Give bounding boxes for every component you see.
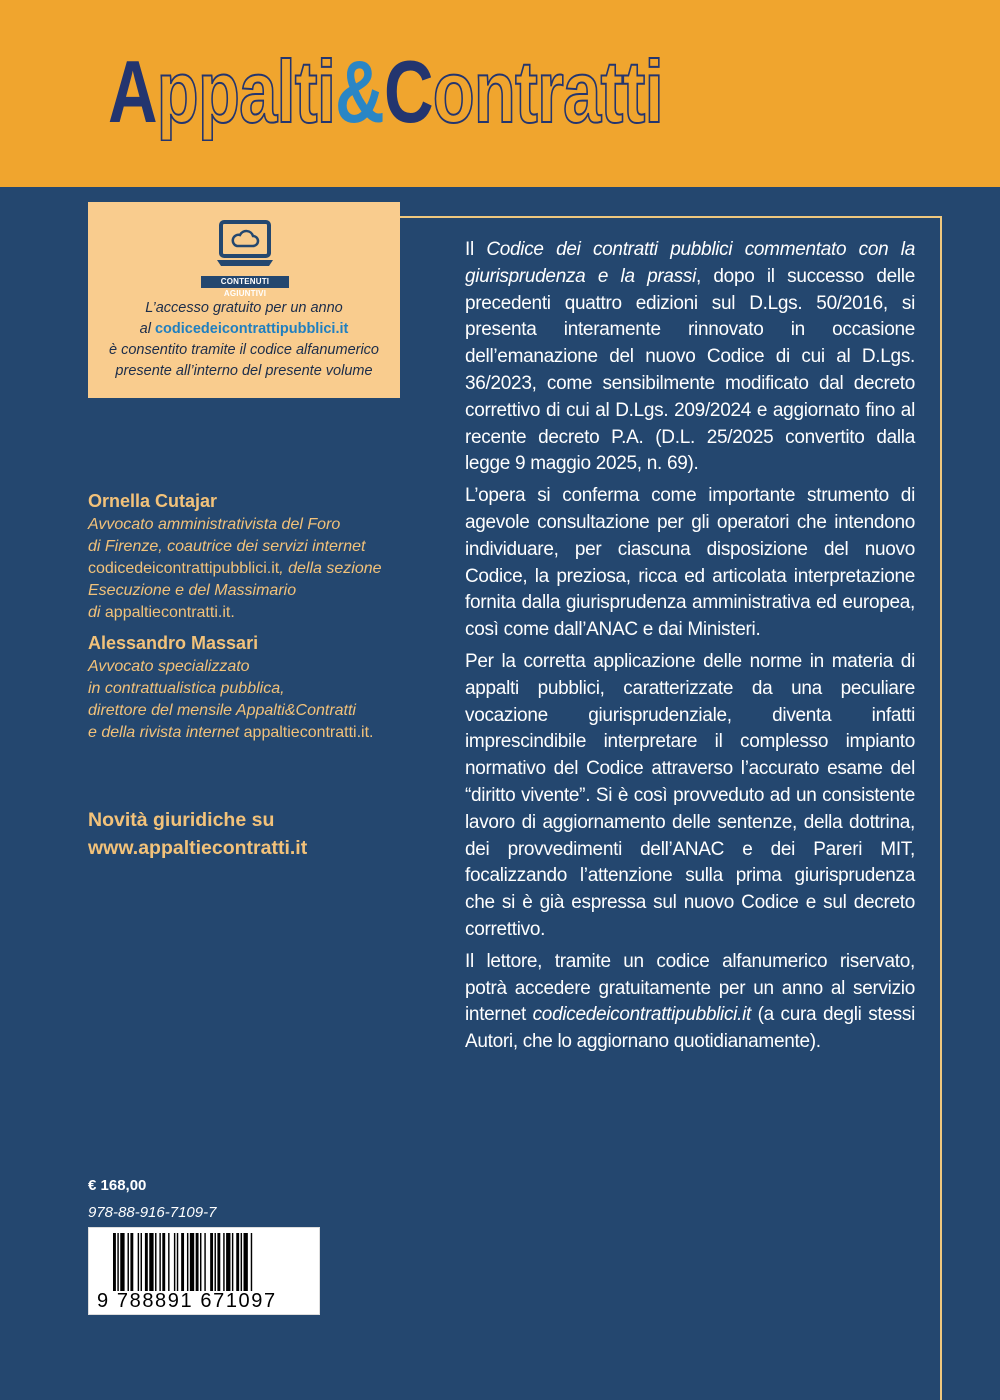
price-label: € 168,00 xyxy=(88,1177,147,1194)
extra-content-badge: CONTENUTI AGIUNTIVI xyxy=(201,276,289,288)
barcode-digits: 9 788891 671097 xyxy=(97,1290,277,1312)
access-description: L’accesso gratuito per un anno al codicedeicontrattipubblici.it è consentito tramite il codice alfanumerico presente all’interno del presente volume xyxy=(109,300,379,379)
laptop-cloud-icon xyxy=(215,220,275,268)
brand-logo: Appalti&Contratti xyxy=(108,42,663,141)
book-description xyxy=(465,237,915,1061)
barcode-bars xyxy=(113,1233,297,1291)
author-bio: Avvocato amministrativista del Foro di Firenze, coautrice dei servizi internet codicedeicontrattipubblici.it, della sezione Esecuzione e del Massimario di appaltiecontratti.it. xyxy=(88,516,382,621)
author-name: Alessandro Massari xyxy=(88,633,259,653)
description-paragraph: Il Codice dei contratti pubblici commentato con la giurisprudenza e la prassi, dopo il successo delle precedenti quattro edizioni sul D.Lgs. 50/2016, si presenta interamente rinnovato in occasione dell’emanazione del nuovo Codice di cui al D.Lgs. 36/2023, come sensibilmente modificato dal decreto correttivo di cui al D.Lgs. 209/2024 e aggiornato fino al recente decreto P.A. (D.L. 25/2025 convertito dalla legge 9 maggio 2025, n. 69). xyxy=(465,239,915,475)
isbn-label: 978-88-916-7109-7 xyxy=(88,1204,217,1221)
header-band xyxy=(0,0,1000,187)
authors-section xyxy=(88,490,408,744)
access-website-link[interactable]: codicedeicontrattipubblici.it xyxy=(154,321,349,337)
author-name: Ornella Cutajar xyxy=(88,491,218,511)
description-paragraph: L’opera si conferma come importante strumento di agevole consultazione per gli operatori che intendono individuare, per ciascuna disposizione del nuovo Codice, la preziosa, ricca ed articolata interpretazione fornita dalla giurisprudenza amministrativa ed europea, così come dall’ANAC e dai Ministeri. xyxy=(465,485,915,641)
isbn-barcode xyxy=(88,1227,320,1315)
author-massari xyxy=(88,632,408,744)
news-website-link[interactable]: www.appaltiecontratti.it xyxy=(88,837,308,859)
description-paragraph: Il lettore, tramite un codice alfanumerico riservato, potrà accedere gratuitamente per un anno al servizio internet codicedeicontrattipubblici.it (a cura degli stessi Autori, che lo aggiornano quotidianamente). xyxy=(465,950,915,1053)
author-bio: Avvocato specializzato in contrattualistica pubblica, direttore del mensile Appalti&Contratti e della rivista internet appaltiecontratti.it. xyxy=(88,658,374,741)
online-access-box xyxy=(88,202,400,398)
legal-news-promo: Novità giuridiche su www.appaltiecontratti.it xyxy=(88,806,307,862)
author-cutajar xyxy=(88,490,408,624)
description-paragraph: Per la corretta applicazione delle norme in materia di appalti pubblici, caratterizzate da una peculiare vocazione giurisprudenziale, diventa infatti imprescindibile interpretare il complesso impianto normativo del Codice attraverso l’accurato esame del “diritto vivente”. Si è così provveduto ad un consistente lavoro di aggiornamento delle sentenze, della dottrina, dei provvedimenti dell’ANAC e dei Pareri MIT, focalizzando l’attenzione sulla prima giurisprudenza che si è già espressa sul nuovo Codice e sul decreto correttivo. xyxy=(465,650,915,940)
